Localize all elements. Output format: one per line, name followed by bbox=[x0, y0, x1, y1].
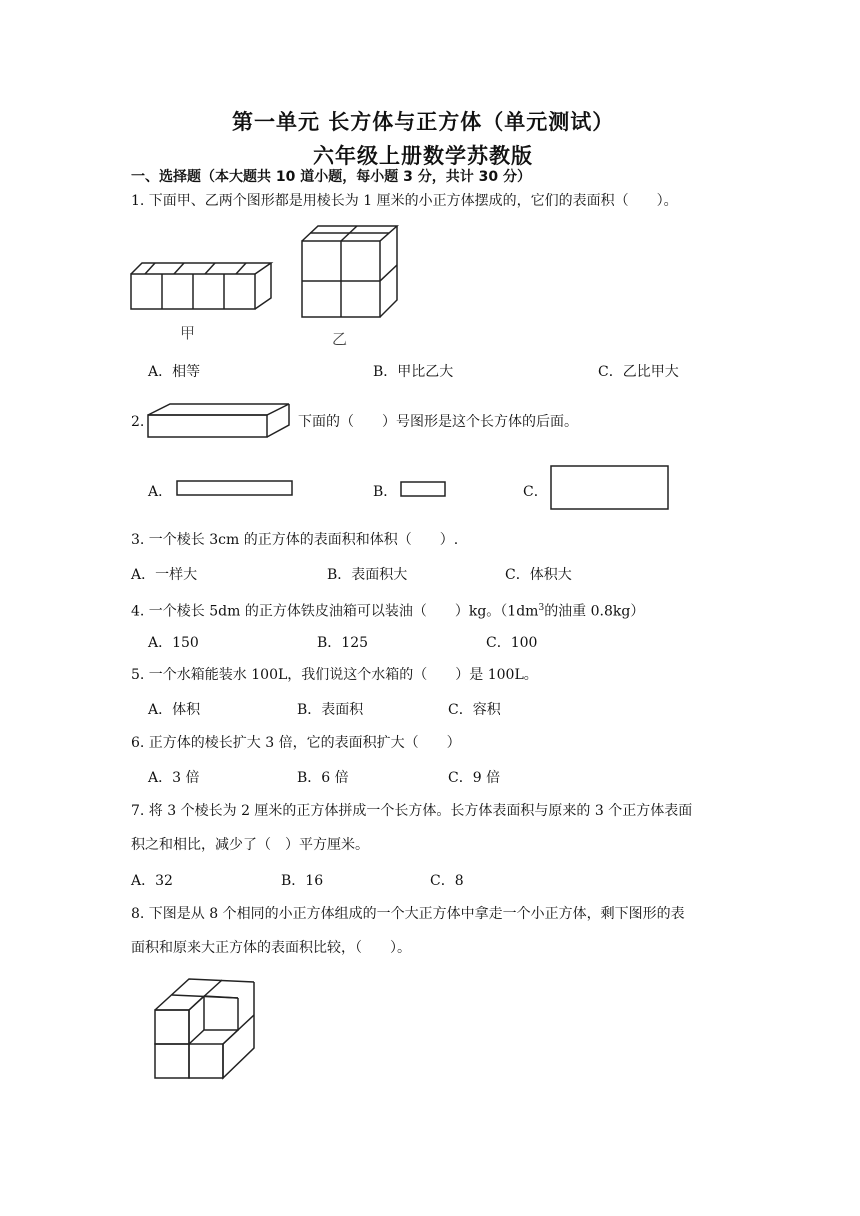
question-4-stem bbox=[131, 598, 644, 622]
question-4-option-b[interactable]: B．125 bbox=[317, 635, 369, 651]
page-subtitle: 六年级上册数学苏教版 bbox=[313, 143, 533, 168]
caption-jia: 甲 bbox=[180, 324, 196, 342]
question-7-stem-line-2: 积之和相比，减少了（ ）平方厘米。 bbox=[131, 837, 369, 853]
question-5-stem: 5. 一个水箱能装水 100L，我们说这个水箱的（ ）是 100L。 bbox=[131, 667, 538, 683]
question-3-option-c[interactable]: C．体积大 bbox=[505, 567, 572, 583]
question-6-option-a[interactable]: A．3 倍 bbox=[148, 770, 200, 786]
question-2-stem: 下面的（ ）号图形是这个长方体的后面。 bbox=[298, 414, 578, 430]
question-8-stem-line-1: 8. 下图是从 8 个相同的小正方体组成的一个大正方体中拿走一个小正方体，剩下图形的表 bbox=[131, 906, 685, 922]
question-1-option-a[interactable]: A．相等 bbox=[148, 364, 201, 380]
question-6-stem: 6. 正方体的棱长扩大 3 倍，它的表面积扩大（ ） bbox=[131, 735, 461, 751]
question-4-option-a[interactable]: A．150 bbox=[148, 635, 199, 651]
question-4-option-c[interactable]: C．100 bbox=[486, 635, 538, 651]
question-5-option-b[interactable]: B．表面积 bbox=[297, 702, 364, 718]
question-7-option-a[interactable]: A．32 bbox=[131, 873, 173, 889]
question-6-option-b[interactable]: B．6 倍 bbox=[297, 770, 349, 786]
figure-flat-cuboid bbox=[148, 403, 298, 443]
question-2-option-a-label[interactable]: A． bbox=[148, 484, 173, 500]
question-7-option-b[interactable]: B．16 bbox=[281, 873, 324, 889]
question-4-stem-main: 4. 一个棱长 5dm 的正方体铁皮油箱可以装油（ ）kg。（1dm bbox=[131, 603, 539, 620]
question-7-stem-line-1: 7. 将 3 个棱长为 2 厘米的正方体拼成一个长方体。长方体表面积与原来的 3 个正方体表面 bbox=[131, 803, 693, 819]
figure-yi-cube bbox=[302, 225, 402, 320]
question-5-option-a[interactable]: A．体积 bbox=[148, 702, 201, 718]
option-c-rectangle[interactable] bbox=[550, 465, 670, 511]
question-2-option-b-label[interactable]: B． bbox=[373, 484, 398, 500]
question-2-option-c-label[interactable]: C． bbox=[523, 484, 548, 500]
caption-yi: 乙 bbox=[332, 330, 348, 348]
question-1-option-c[interactable]: C．乙比甲大 bbox=[598, 364, 679, 380]
figure-cube-missing-corner bbox=[155, 978, 265, 1083]
option-b-rectangle[interactable] bbox=[400, 481, 447, 498]
figure-jia-cuboid bbox=[131, 262, 276, 312]
question-1-option-b[interactable]: B．甲比乙大 bbox=[373, 364, 454, 380]
question-4-stem-tail: 的油重 0.8kg） bbox=[544, 603, 645, 620]
section-heading: 一、选择题（本大题共 10 道小题，每小题 3 分，共计 30 分） bbox=[131, 169, 531, 185]
question-7-option-c[interactable]: C．8 bbox=[430, 873, 464, 889]
question-1-stem: 1. 下面甲、乙两个图形都是用棱长为 1 厘米的小正方体摆成的，它们的表面积（ ）。 bbox=[131, 193, 678, 209]
question-5-option-c[interactable]: C．容积 bbox=[448, 702, 501, 718]
question-3-stem: 3. 一个棱长 3cm 的正方体的表面积和体积（ ）. bbox=[131, 532, 459, 548]
question-2-number: 2. bbox=[131, 414, 145, 430]
option-a-rectangle[interactable] bbox=[176, 480, 294, 498]
page-title: 第一单元 长方体与正方体（单元测试） bbox=[232, 109, 615, 134]
question-4-superscript: 3 bbox=[538, 603, 545, 613]
question-6-option-c[interactable]: C．9 倍 bbox=[448, 770, 501, 786]
question-8-stem-line-2: 面积和原来大正方体的表面积比较，（ ）。 bbox=[131, 940, 411, 956]
question-3-option-b[interactable]: B．表面积大 bbox=[327, 567, 408, 583]
question-3-option-a[interactable]: A．一样大 bbox=[131, 567, 198, 583]
